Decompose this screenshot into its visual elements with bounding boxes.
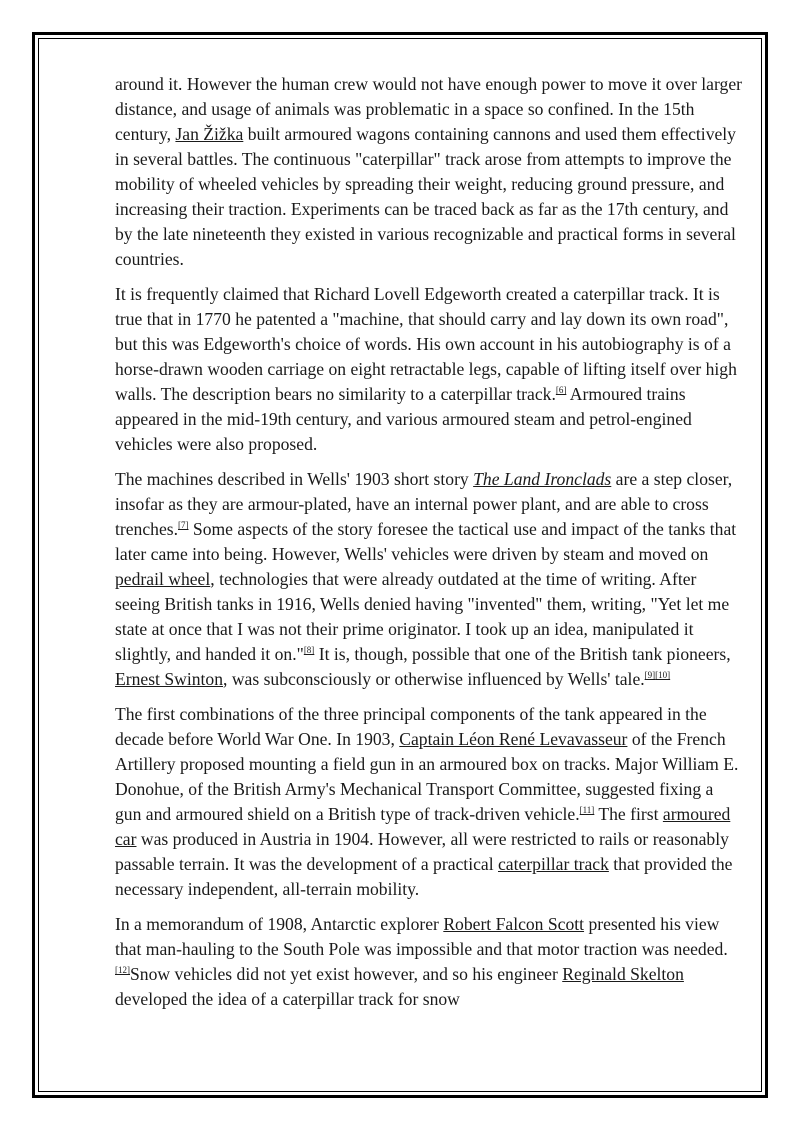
text: was produced in Austria in 1904. However, all were restricted to rails or reasonably passable terrain. It was the development of a practical: [115, 829, 729, 874]
footnote-ref-11[interactable]: [11]: [579, 805, 595, 815]
link-jan-zizka[interactable]: Jan Žižka: [175, 124, 244, 144]
text: Some aspects of the story foresee the tactical use and impact of the tanks that later came into being. However, Wells' vehicles were driven by steam and moved on: [115, 519, 737, 564]
article-body: [115, 72, 743, 1022]
text: presented his view that man-hauling to the South Pole was impossible and that motor traction was needed.: [115, 914, 728, 959]
paragraph-3: [115, 467, 743, 692]
text: are a step closer, insofar as they are armour-plated, have an internal power plant, and are able to cross trenches.: [115, 469, 733, 539]
footnote-ref-7[interactable]: [7]: [178, 520, 189, 530]
text: In a memorandum of 1908, Antarctic explorer: [115, 914, 444, 934]
link-the-land-ironclads[interactable]: The Land Ironclads: [473, 469, 612, 489]
text: around it. However the human crew would not have enough power to move it over larger distance, and usage of animals was problematic in a space so confined. In the 15th century,: [115, 74, 743, 144]
text: that provided the necessary independent, all-terrain mobility.: [115, 854, 733, 899]
text: The first combinations of the three principal components of the tank appeared in the decade before World War One. In 1903,: [115, 704, 707, 749]
text: , technologies that were already outdated at the time of writing. After seeing British tanks in 1916, Wells denied having "invented" them, writing, "Yet let me state at once that I was not their prime originator. I took up an idea, manipulated it slightly, and handed it on.": [115, 569, 730, 664]
footnote-ref-9[interactable]: [9]: [644, 670, 656, 680]
link-armoured-car[interactable]: armoured car: [115, 804, 731, 849]
text: developed the idea of a caterpillar track for snow: [115, 989, 460, 1009]
link-robert-falcon-scott[interactable]: Robert Falcon Scott: [443, 914, 585, 934]
link-pedrail-wheel[interactable]: pedrail wheel: [115, 569, 211, 589]
paragraph-5: [115, 912, 743, 1012]
link-reginald-skelton[interactable]: Reginald Skelton: [562, 964, 684, 984]
text: Snow vehicles did not yet exist however, and so his engineer: [130, 964, 563, 984]
text: Armoured trains appeared in the mid-19th century, and various armoured steam and petrol-engined vehicles were also proposed.: [115, 384, 692, 454]
text: The machines described in Wells' 1903 short story: [115, 469, 474, 489]
text: of the French Artillery proposed mounting a field gun in an armoured box on tracks. Major William E. Donohue, of the British Army's Mechanical Transport Committee, suggested fixing a gun and armoured shield on a British type of track-driven vehicle.: [115, 729, 739, 824]
text: built armoured wagons containing cannons and used them effectively in several battles. The continuous "caterpillar" track arose from attempts to improve the mobility of wheeled vehicles by spreading their weight, reducing ground pressure, and increasing their traction. Experiments can be traced back as far as the 17th century, and by the late nineteenth they existed in various recognizable and practical forms in several countries.: [115, 124, 736, 269]
footnote-ref-12[interactable]: [12]: [115, 965, 130, 975]
link-caterpillar-track[interactable]: caterpillar track: [498, 854, 609, 874]
footnote-ref-6[interactable]: [6]: [555, 385, 567, 395]
text: It is, though, possible that one of the British tank pioneers,: [314, 644, 731, 664]
paragraph-4: [115, 702, 743, 902]
text: , was subconsciously or otherwise influenced by Wells' tale.: [223, 669, 645, 689]
footnote-ref-8[interactable]: [8]: [303, 645, 315, 655]
paragraph-2: [115, 282, 743, 457]
footnote-ref-10[interactable]: [10]: [655, 670, 671, 680]
link-ernest-swinton[interactable]: Ernest Swinton: [115, 669, 224, 689]
paragraph-1: [115, 72, 743, 272]
text: It is frequently claimed that Richard Lovell Edgeworth created a caterpillar track. It is true that in 1770 he patented a "machine, that should carry and lay down its own road", but this was Edgeworth's choice of words. His own account in his autobiography is of a horse-drawn wooden carriage on eight retractable legs, capable of lifting itself over high walls. The description bears no similarity to a caterpillar track.: [115, 284, 737, 404]
link-captain-leon-rene-levavasseur[interactable]: Captain Léon René Levavasseur: [399, 729, 628, 749]
text: The first: [594, 804, 663, 824]
